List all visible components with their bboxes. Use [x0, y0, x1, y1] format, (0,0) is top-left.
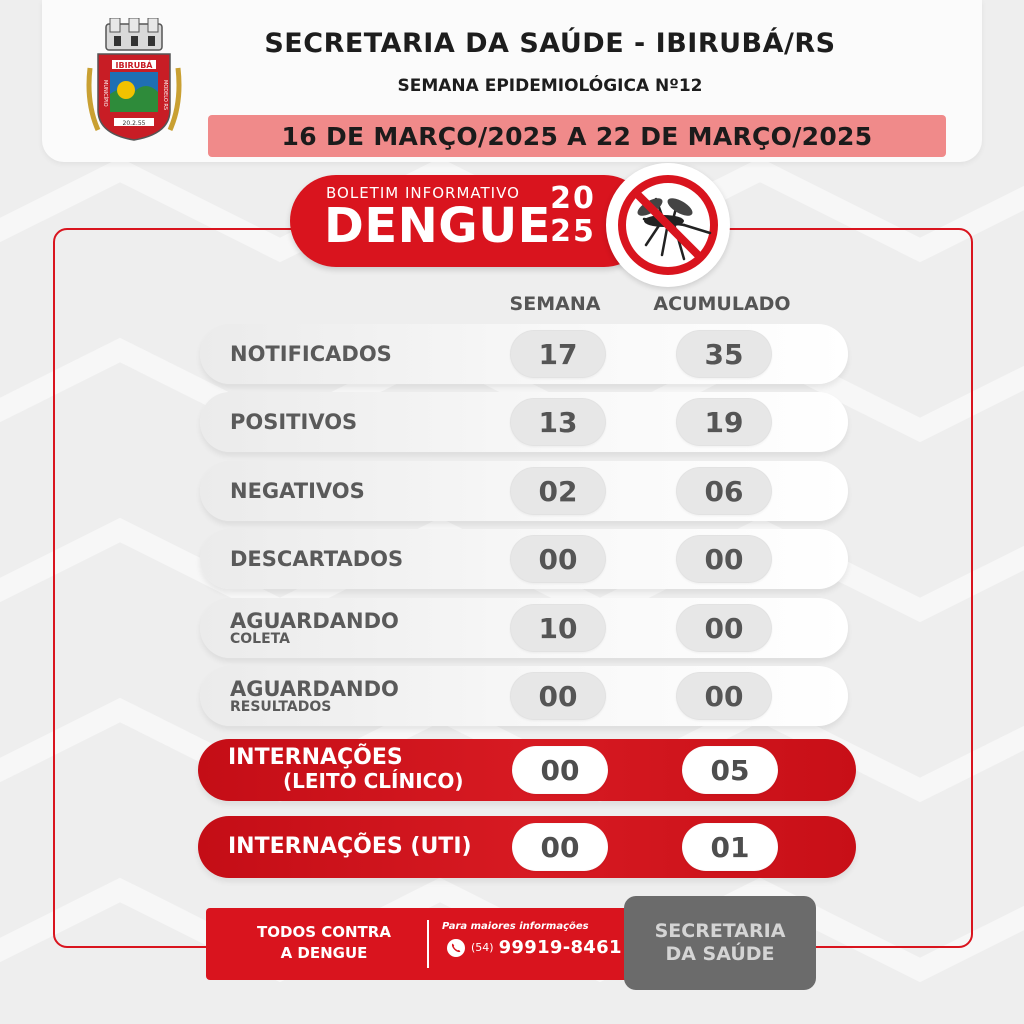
row-label: DESCARTADOS: [230, 547, 404, 571]
badge-big-text: DENGUE: [324, 198, 551, 254]
row-label: AGUARDANDO RESULTADOS: [230, 677, 399, 715]
week-value: 17: [510, 330, 606, 378]
row-label: INTERNAÇÕES (LEITO CLÍNICO): [228, 745, 464, 793]
date-range-bar: [208, 115, 946, 157]
badge-year: [548, 182, 598, 248]
cumulative-value: 00: [676, 535, 772, 583]
phone-number: 99919-8461: [498, 937, 622, 958]
cumulative-value: 00: [676, 604, 772, 652]
row-sublabel: COLETA: [230, 631, 290, 647]
table-row: [200, 392, 848, 452]
table-row: [200, 598, 848, 658]
row-label: AGUARDANDO COLETA: [230, 609, 399, 647]
department-badge: SECRETARIA DA SAÚDE: [624, 896, 816, 990]
row-label: INTERNAÇÕES (UTI): [228, 834, 472, 859]
week-value: 10: [510, 604, 606, 652]
phone-area-code: (54): [471, 941, 494, 954]
footer-slogan: TODOS CONTRA A DENGUE: [257, 923, 391, 962]
week-value: 00: [512, 746, 608, 794]
mosquito-circle: [606, 163, 730, 287]
svg-text:MODELO RS: MODELO RS: [162, 80, 168, 111]
cumulative-value: 06: [676, 467, 772, 515]
row-sublabel: (LEITO CLÍNICO): [283, 769, 464, 793]
hospital-row: [198, 816, 856, 878]
week-value: 00: [512, 823, 608, 871]
table-row: [200, 324, 848, 384]
badge-year-bottom: 25: [550, 214, 596, 249]
footer-phone: [446, 937, 622, 958]
table-row: [200, 529, 848, 589]
week-value: 13: [510, 398, 606, 446]
svg-text:MUNICÍPIO: MUNICÍPIO: [102, 80, 108, 107]
page-subtitle: SEMANA EPIDEMIOLÓGICA Nº12: [397, 76, 703, 96]
footer-info-label: Para maiores informações: [442, 921, 589, 932]
badge-year-top: 20: [550, 181, 596, 216]
hospital-row: [198, 739, 856, 801]
column-header-week: SEMANA: [509, 293, 601, 315]
page-title: SECRETARIA DA SAÚDE - IBIRUBÁ/RS: [264, 28, 836, 59]
date-range-text: 16 DE MARÇO/2025 A 22 DE MARÇO/2025: [281, 121, 873, 151]
cumulative-value: 05: [682, 746, 778, 794]
phone-icon: [446, 938, 466, 958]
table-row: [200, 666, 848, 726]
svg-text:20.2.55: 20.2.55: [122, 120, 146, 127]
row-label: NEGATIVOS: [230, 479, 365, 503]
svg-text:IBIRUBÁ: IBIRUBÁ: [115, 61, 153, 70]
footer-divider: [427, 920, 429, 968]
row-label: NOTIFICADOS: [230, 342, 392, 366]
row-label: POSITIVOS: [230, 410, 358, 434]
week-value: 02: [510, 467, 606, 515]
column-header-cumulative: ACUMULADO: [653, 293, 791, 315]
cumulative-value: 01: [682, 823, 778, 871]
table-row: [200, 461, 848, 521]
cumulative-value: 00: [676, 672, 772, 720]
row-sublabel: RESULTADOS: [230, 699, 332, 715]
municipal-coat-of-arms-icon: [84, 18, 184, 148]
week-value: 00: [510, 535, 606, 583]
badge-small-text: BOLETIM INFORMATIVO: [326, 184, 520, 202]
cumulative-value: 35: [676, 330, 772, 378]
week-value: 00: [510, 672, 606, 720]
no-mosquito-icon: [606, 163, 730, 287]
cumulative-value: 19: [676, 398, 772, 446]
